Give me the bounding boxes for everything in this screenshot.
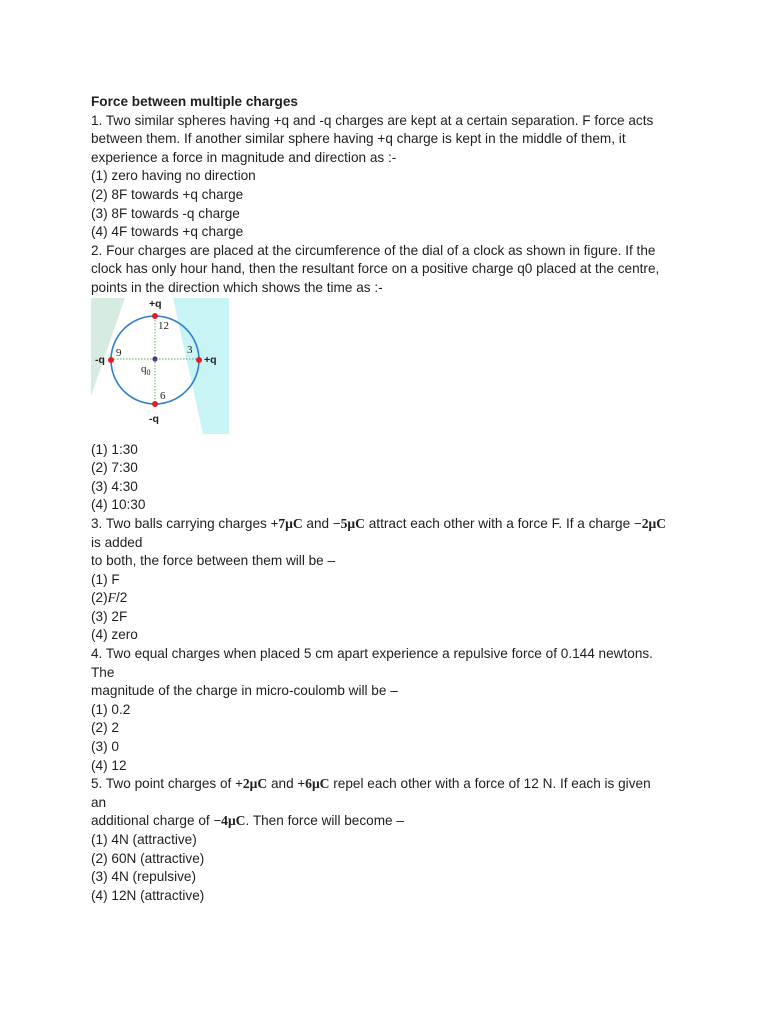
charge-value: −5μC bbox=[332, 515, 365, 531]
center-charge-symbol: q bbox=[141, 362, 147, 375]
charge-value: +6μC bbox=[297, 776, 330, 792]
option-number: (2) bbox=[91, 590, 108, 606]
question-5-text-prefix: additional charge of bbox=[91, 813, 214, 829]
question-4 bbox=[91, 645, 691, 775]
figure-right-shading bbox=[173, 298, 229, 434]
question-5-option-2: (2) 60N (attractive) bbox=[91, 850, 205, 866]
question-5-text-suffix: . Then force will become – bbox=[245, 813, 404, 829]
question-3 bbox=[91, 515, 691, 645]
question-2-option-4: (4) 10:30 bbox=[91, 497, 146, 513]
question-5-text-mid: and bbox=[267, 776, 298, 792]
force-symbol: F bbox=[107, 590, 116, 606]
question-2-text-line: 2. Four charges are placed at the circumference of the dial of a clock as shown in figure. If the bbox=[91, 242, 656, 258]
question-3-text-prefix: 3. Two balls carrying charges bbox=[91, 515, 271, 531]
bottom-charge-label: -q bbox=[149, 412, 159, 425]
question-3-option-2 bbox=[91, 589, 691, 608]
question-5-text-line bbox=[91, 775, 691, 794]
question-1-text-line: between them. If another similar sphere having +q charge is kept in the middle of them, it bbox=[91, 131, 626, 147]
dial-number-9: 9 bbox=[116, 346, 122, 359]
question-4-option-1: (1) 0.2 bbox=[91, 701, 131, 717]
question-1-option-1: (1) zero having no direction bbox=[91, 168, 256, 184]
dial-number-6: 6 bbox=[160, 389, 166, 402]
page-title: Force between multiple charges bbox=[91, 94, 298, 109]
question-1 bbox=[91, 112, 691, 242]
charge-dot-left bbox=[108, 357, 114, 363]
document-body bbox=[91, 93, 691, 905]
question-4-text-line: The bbox=[91, 664, 115, 680]
question-5-option-1: (1) 4N (attractive) bbox=[91, 832, 197, 847]
question-4-text-line: magnitude of the charge in micro-coulomb will be – bbox=[91, 683, 398, 699]
question-2-text-line: points in the direction which shows the time as :- bbox=[91, 279, 383, 295]
clock-diagram bbox=[91, 298, 231, 438]
charge-dot-bottom bbox=[152, 401, 158, 407]
question-2-option-1: (1) 1:30 bbox=[91, 441, 138, 457]
question-2-text-line: clock has only hour hand, then the resultant force on a positive charge q0 placed at the centre, bbox=[91, 261, 660, 277]
charge-value: +7μC bbox=[270, 515, 303, 531]
question-5 bbox=[91, 775, 691, 905]
question-4-option-2: (2) 2 bbox=[91, 720, 119, 736]
top-charge-label: +q bbox=[149, 297, 162, 310]
center-charge-label bbox=[141, 363, 151, 377]
question-2 bbox=[91, 242, 691, 515]
charge-value: −4μC bbox=[213, 813, 246, 829]
question-5-text-line bbox=[91, 812, 691, 831]
question-3-text-line: is added bbox=[91, 534, 143, 550]
question-3-option-1: (1) F bbox=[91, 571, 120, 587]
question-1-option-2: (2) 8F towards +q charge bbox=[91, 186, 244, 202]
option-suffix: /2 bbox=[115, 590, 128, 606]
question-3-option-3: (3) 2F bbox=[91, 608, 128, 624]
question-1-text-line: 1. Two similar spheres having +q and -q charges are kept at a certain separation. F force acts bbox=[91, 112, 654, 128]
question-2-option-3: (3) 4:30 bbox=[91, 478, 138, 494]
question-5-text-mid: repel each other with a force of 12 N. If each is given bbox=[329, 776, 651, 792]
question-5-option-3: (3) 4N (repulsive) bbox=[91, 869, 196, 885]
center-charge-subscript: 0 bbox=[146, 367, 151, 377]
question-5-text-line: an bbox=[91, 794, 107, 810]
question-2-option-2: (2) 7:30 bbox=[91, 460, 138, 476]
left-charge-label: -q bbox=[95, 353, 105, 366]
dial-number-3: 3 bbox=[187, 343, 193, 356]
charge-value: −2μC bbox=[633, 515, 667, 531]
question-4-option-4: (4) 12 bbox=[91, 757, 127, 773]
question-1-option-3: (3) 8F towards -q charge bbox=[91, 205, 240, 221]
question-4-text-line: 4. Two equal charges when placed 5 cm apart experience a repulsive force of 0.144 newtons. bbox=[91, 646, 653, 662]
right-charge-label: +q bbox=[204, 353, 217, 366]
question-4-option-3: (3) 0 bbox=[91, 739, 119, 755]
charge-dot-right bbox=[196, 357, 202, 363]
question-1-option-4: (4) 4F towards +q charge bbox=[91, 224, 244, 240]
question-1-text-line: experience a force in magnitude and direction as :- bbox=[91, 149, 397, 165]
question-3-text-mid: and bbox=[302, 515, 333, 531]
question-3-option-4: (4) zero bbox=[91, 627, 138, 643]
clock-charge-figure bbox=[91, 298, 231, 438]
charge-value: +2μC bbox=[235, 776, 268, 792]
question-3-text-mid: attract each other with a force F. If a charge bbox=[364, 515, 634, 531]
center-charge-dot bbox=[152, 356, 157, 361]
question-5-text-prefix: 5. Two point charges of bbox=[91, 776, 236, 792]
question-3-text-line bbox=[91, 515, 691, 534]
charge-dot-top bbox=[152, 313, 158, 319]
question-3-text-line: to both, the force between them will be – bbox=[91, 553, 336, 569]
question-5-option-4: (4) 12N (attractive) bbox=[91, 887, 205, 903]
dial-number-12: 12 bbox=[158, 319, 169, 332]
